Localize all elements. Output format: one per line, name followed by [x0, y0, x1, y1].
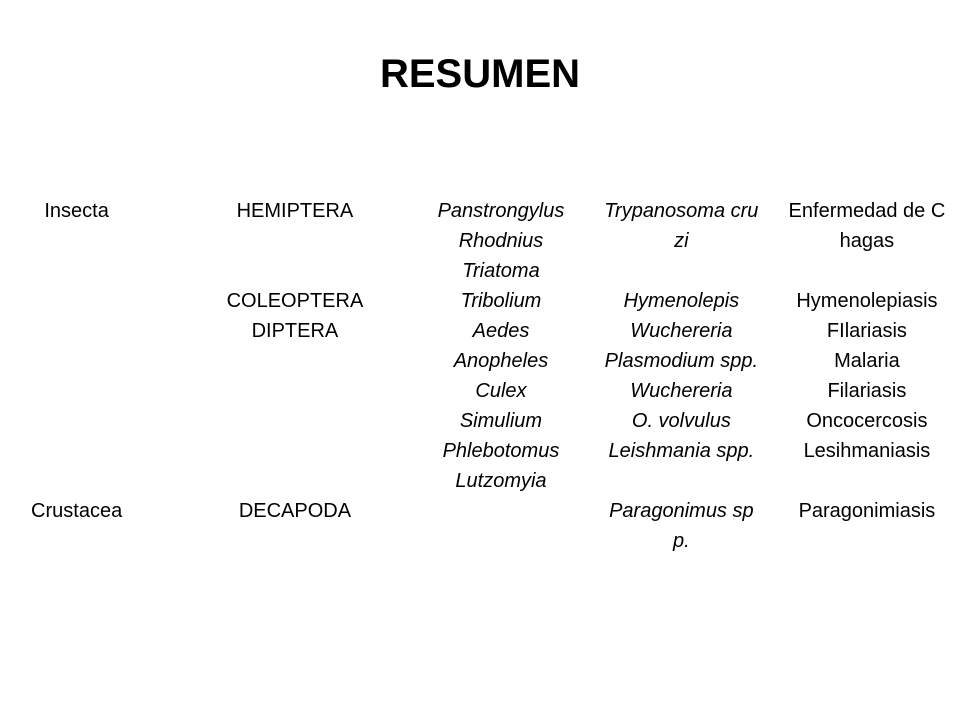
disease-cell: Lesihmaniasis	[803, 440, 931, 462]
disease-cell: Hymenolepiasis	[796, 290, 938, 312]
genus-cell	[423, 436, 579, 496]
class-cell: Crustacea	[31, 500, 123, 522]
disease-cell: Oncocercosis	[806, 410, 928, 432]
table-row	[10, 496, 950, 556]
disease-cell: Paragonimiasis	[798, 500, 936, 522]
order-cell: COLEOPTERA	[226, 290, 364, 312]
genus-name: Tribolium	[460, 290, 542, 312]
parasite-cell: Leishmania spp.	[608, 440, 755, 462]
genus-name: Simulium	[459, 410, 543, 432]
genus-name: Anopheles	[453, 350, 549, 372]
parasite-cell: Wuchereria	[630, 320, 733, 342]
order-cell: HEMIPTERA	[236, 200, 354, 222]
genus-name: Culex	[475, 380, 527, 402]
genus-name: Lutzomyia	[455, 470, 547, 492]
order-cell	[167, 406, 423, 436]
class-cell	[10, 436, 143, 496]
genus-cell	[423, 346, 579, 376]
genus-name: Aedes	[472, 320, 530, 342]
parasite-cell: Wuchereria	[630, 380, 733, 402]
order-cell: DIPTERA	[251, 320, 339, 342]
class-cell	[10, 376, 143, 406]
summary-table	[10, 196, 950, 556]
table-row	[10, 196, 950, 286]
genus-name: Phlebotomus	[442, 440, 560, 462]
genus-cell	[423, 376, 579, 406]
order-cell	[167, 376, 423, 406]
table-row	[10, 376, 950, 406]
parasite-cell: O. volvulus	[631, 410, 731, 432]
disease-cell: Filariasis	[827, 380, 907, 402]
parasite-cell: Hymenolepis	[623, 290, 740, 312]
class-cell	[10, 346, 143, 376]
parasite-cell: Plasmodium spp.	[604, 350, 759, 372]
table-row	[10, 286, 950, 316]
order-cell	[167, 346, 423, 376]
disease-cell: Enfermedad de Chagas	[788, 200, 946, 252]
class-cell	[10, 286, 143, 316]
genus-cell	[423, 286, 579, 316]
class-cell: Insecta	[44, 200, 109, 222]
table-row	[10, 406, 950, 436]
table-row	[10, 316, 950, 346]
order-cell	[167, 436, 423, 496]
disease-cell: FIlariasis	[826, 320, 907, 342]
disease-cell: Malaria	[834, 350, 900, 372]
genus-cell	[423, 316, 579, 346]
genus-name: Rhodnius	[458, 230, 544, 252]
genus-cell	[423, 406, 579, 436]
order-cell: DECAPODA	[238, 500, 352, 522]
parasite-cell: Paragonimus spp.	[609, 500, 754, 552]
genus-cell	[423, 496, 579, 556]
parasite-cell: Trypanosoma cruzi	[604, 200, 759, 252]
page-title: RESUMEN	[379, 52, 581, 96]
table-row	[10, 346, 950, 376]
genus-name: Triatoma	[462, 260, 540, 282]
class-cell	[10, 406, 143, 436]
table-row	[10, 436, 950, 496]
genus-name: Panstrongylus	[437, 200, 565, 222]
class-cell	[10, 316, 143, 346]
genus-cell	[423, 196, 579, 286]
